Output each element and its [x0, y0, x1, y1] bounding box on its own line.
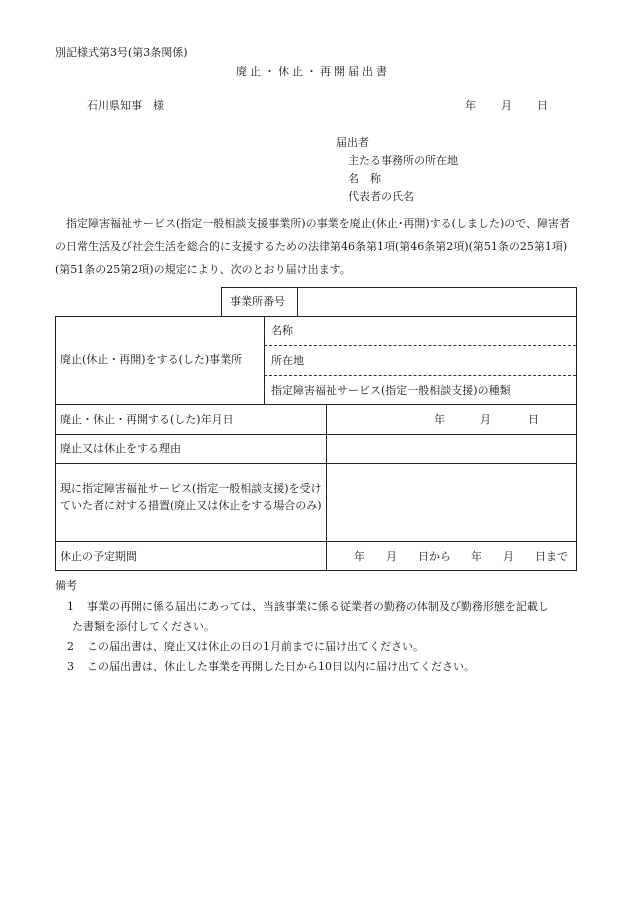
- office-number-label: 事業所番号: [230, 295, 285, 308]
- period-label: 休止の予定期間: [60, 550, 137, 563]
- office-location-label: 主たる事務所の所在地: [348, 154, 458, 167]
- date-row-month: 月: [480, 413, 491, 426]
- reason-field[interactable]: [328, 436, 574, 461]
- office-name-label: 名称: [271, 324, 293, 337]
- document-title: 廃止・休止・再開届出書: [236, 65, 390, 78]
- measures-label: 現に指定障害福祉サービス(指定一般相談支援)を受けていた者に対する措置(廃止又は休止をする場合のみ): [60, 482, 322, 512]
- office-location-row-label: 所在地: [271, 354, 304, 367]
- note-text: この届出書は、廃止又は休止の日の1月前までに届け出てください。: [87, 640, 424, 653]
- addressee: 石川県知事 様: [87, 99, 164, 112]
- period-to-day: 日まで: [535, 550, 568, 563]
- body-text: 指定障害福祉サービス(指定一般相談支援事業所)の事業を廃止(休止･再開)する(しました)ので、障害者の日常生活及び社会生活を総合的に支援するための法律第46条第1項(第46条第2項)(第51条の25第1項)(第51条の25第2項)の規定により、次のとおり届け出ます。: [55, 217, 571, 276]
- notifier-label: 届出者: [336, 136, 369, 149]
- date-row-day: 日: [528, 413, 539, 426]
- representative-label: 代表者の氏名: [348, 190, 414, 203]
- date-row-label: 廃止・休止・再開する(した)年月日: [60, 413, 234, 426]
- office-number-field[interactable]: [299, 289, 574, 314]
- notifier-name-label: 名 称: [348, 172, 381, 185]
- reason-label: 廃止又は休止をする理由: [60, 442, 181, 455]
- period-from-day: 日から: [418, 550, 451, 563]
- note-text-continued: た書類を添付してください。: [72, 620, 215, 633]
- period-from-year: 年: [354, 550, 365, 563]
- service-type-label: 指定障害福祉サービス(指定一般相談支援)の種類: [271, 384, 511, 397]
- date-month-label: 月: [501, 99, 512, 112]
- date-row-year: 年: [434, 413, 445, 426]
- note-number: 3: [67, 660, 74, 673]
- note-number: 1: [67, 600, 74, 613]
- note-text: この届出書は、休止した事業を再開した日から10日以内に届け出てください。: [87, 660, 475, 673]
- measures-field[interactable]: [328, 465, 574, 539]
- date-day-label: 日: [537, 99, 548, 112]
- form-number: 別記様式第3号(第3条関係): [55, 46, 188, 59]
- notes-heading: 備考: [55, 579, 77, 592]
- period-to-month: 月: [503, 550, 514, 563]
- note-text: 事業の再開に係る届出にあっては、当該事業に係る従業者の勤務の体制及び勤務形態を記載し: [87, 600, 549, 613]
- period-to-year: 年: [471, 550, 482, 563]
- office-label: 廃止(休止・再開)をする(した)事業所: [60, 353, 243, 366]
- date-year-label: 年: [465, 99, 476, 112]
- period-from-month: 月: [386, 550, 397, 563]
- note-number: 2: [67, 640, 74, 653]
